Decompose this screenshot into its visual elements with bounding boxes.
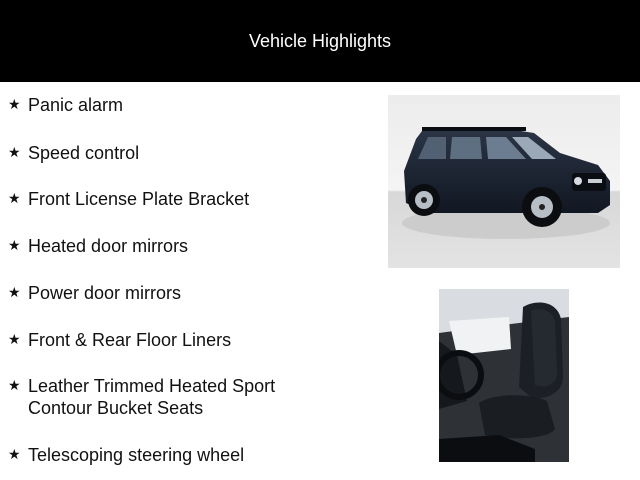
star-icon: ★ bbox=[8, 237, 21, 253]
star-icon: ★ bbox=[8, 190, 21, 206]
suv-illustration bbox=[388, 95, 620, 268]
page-title: Vehicle Highlights bbox=[248, 30, 392, 51]
list-item-text: Heated door mirrors bbox=[28, 236, 189, 256]
list-item-text: Panic alarm bbox=[28, 95, 124, 115]
list-item-text: Speed control bbox=[28, 143, 140, 163]
star-icon: ★ bbox=[8, 144, 21, 160]
header-bar bbox=[0, 0, 640, 82]
vehicle-exterior-photo bbox=[388, 95, 620, 268]
star-icon: ★ bbox=[8, 377, 21, 393]
list-item-text: Power door mirrors bbox=[28, 283, 182, 303]
list-item-text: Front & Rear Floor Liners bbox=[28, 330, 232, 350]
star-icon: ★ bbox=[8, 284, 21, 300]
star-icon: ★ bbox=[8, 331, 21, 347]
list-item-text: Telescoping steering wheel bbox=[28, 445, 245, 465]
star-icon: ★ bbox=[8, 96, 21, 112]
list-item-text: Leather Trimmed Heated Sport Contour Bucket Seats bbox=[28, 376, 276, 418]
star-icon: ★ bbox=[8, 446, 21, 462]
interior-illustration bbox=[439, 289, 569, 462]
list-item-text: Front License Plate Bracket bbox=[28, 189, 250, 209]
vehicle-interior-photo bbox=[439, 289, 569, 462]
